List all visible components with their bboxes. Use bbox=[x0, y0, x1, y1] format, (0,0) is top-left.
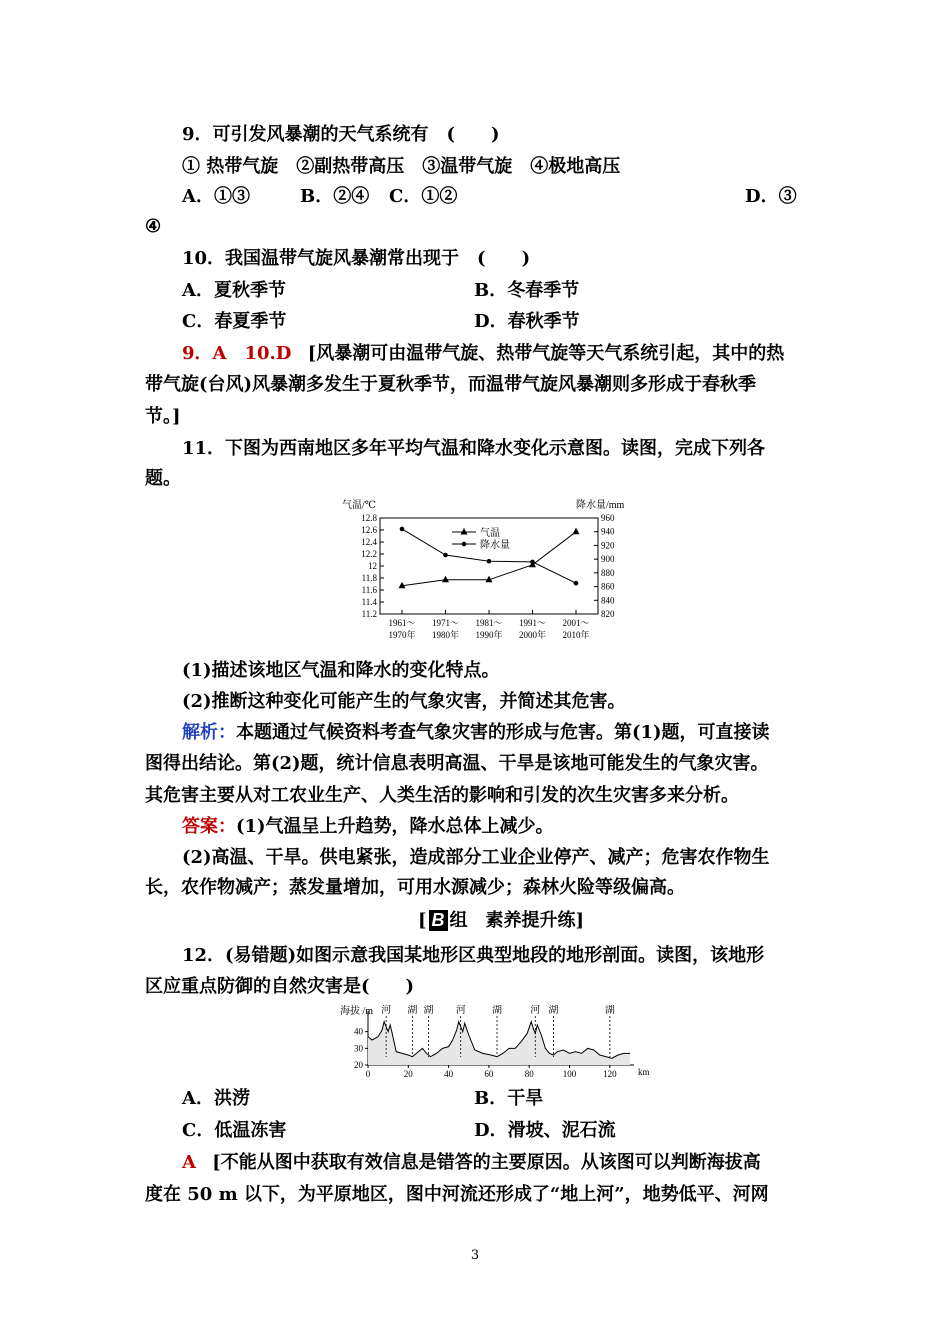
feature-label: 河 bbox=[530, 1005, 541, 1016]
section-b-banner: [ B 组 素养提升练] bbox=[418, 910, 585, 931]
q9-option-d-cont: ④ bbox=[145, 216, 162, 237]
x-tick-label: 1981～ bbox=[475, 618, 503, 628]
q9-option-b: B．②④ bbox=[300, 186, 370, 207]
q12-answer bbox=[182, 1152, 761, 1174]
y-left-tick-label: 12.4 bbox=[361, 537, 377, 547]
q12-option-a: A．洪涝 bbox=[182, 1088, 250, 1109]
precipitation-point bbox=[487, 559, 492, 564]
feature-label: 湖 bbox=[491, 1005, 502, 1016]
answer-line3: 长，农作物减产；蒸发量增加，可用水源减少；森林火险等级偏高。 bbox=[145, 877, 685, 898]
section-b-letter: B bbox=[429, 910, 448, 931]
terrain-profile-chart bbox=[340, 1005, 650, 1077]
answer-9-10-line3: 节。] bbox=[145, 406, 181, 427]
precipitation-point bbox=[574, 581, 579, 586]
answer-9-10-line1: [风暴潮可由温带气旋、热带气旋等天气系统引起，其中的热 bbox=[307, 343, 785, 364]
q10-option-a: A．夏秋季节 bbox=[182, 280, 286, 301]
answer-line1: (1)气温呈上升趋势，降水总体上减少。 bbox=[236, 816, 554, 837]
y-tick-label: 40 bbox=[354, 1026, 363, 1037]
x-tick-label: 80 bbox=[524, 1069, 534, 1077]
x-tick-label: 60 bbox=[484, 1069, 494, 1077]
y-left-tick-label: 12.6 bbox=[361, 525, 377, 535]
x-tick-label: 120 bbox=[603, 1069, 617, 1077]
feature-label: 湖 bbox=[548, 1005, 559, 1016]
q12-option-d: D．滑坡、泥石流 bbox=[474, 1120, 616, 1141]
precipitation-point bbox=[400, 527, 405, 532]
q12-answer-label: A bbox=[182, 1152, 196, 1173]
q12-answer-line2: 度在 50 m 以下，为平原地区，图中河流还形成了“地上河”，地势低平、河网 bbox=[145, 1184, 769, 1205]
answer-9-10 bbox=[182, 343, 784, 365]
y-right-tick-label: 940 bbox=[601, 526, 615, 537]
q9-option-a: A．①③ bbox=[182, 186, 250, 207]
q9-option-d: D．③ bbox=[745, 186, 797, 207]
y-right-tick-label: 920 bbox=[601, 540, 615, 551]
q11-analysis bbox=[182, 722, 770, 744]
y-left-tick-label: 11.4 bbox=[361, 597, 377, 607]
analysis-label: 解析： bbox=[182, 722, 236, 743]
y-axis-right-label: 降水量/mm bbox=[576, 500, 625, 511]
analysis-line1: 本题通过气候资料考查气象灾害的形成与危害。第(1)题，可直接读 bbox=[236, 722, 770, 743]
precipitation-point bbox=[443, 553, 448, 558]
y-left-tick-label: 12.2 bbox=[361, 549, 377, 559]
answer-9-10-label: 9．A 10.D bbox=[182, 343, 292, 364]
q12-option-c: C．低温冻害 bbox=[182, 1120, 287, 1141]
q12-answer-line1: [不能从图中获取有效信息是错答的主要原因。从该图可以判断海拔高 bbox=[212, 1152, 761, 1173]
q11-sub1: (1)描述该地区气温和降水的变化特点。 bbox=[182, 660, 500, 681]
temperature-point bbox=[573, 528, 580, 535]
temperature-point bbox=[442, 576, 449, 583]
y-left-tick-label: 11.6 bbox=[361, 585, 377, 595]
x-tick-label: 1990年 bbox=[475, 630, 503, 640]
y-left-tick-label: 11.2 bbox=[361, 609, 377, 619]
analysis-line2: 图得出结论。第(2)题，统计信息表明高温、干旱是该地可能发生的气象灾害。 bbox=[145, 753, 769, 774]
x-tick-label: 100 bbox=[562, 1069, 577, 1077]
y-right-tick-label: 900 bbox=[601, 554, 615, 565]
q11-answer bbox=[182, 816, 554, 838]
y-axis-left-label: 气温/℃ bbox=[342, 500, 376, 511]
answer-label: 答案： bbox=[182, 816, 236, 837]
legend-marker bbox=[462, 542, 467, 547]
x-tick-label: 2001～ bbox=[562, 618, 590, 628]
y-left-tick-label: 12.8 bbox=[361, 513, 377, 523]
q10-option-c: C．春夏季节 bbox=[182, 311, 287, 332]
legend-label: 气温 bbox=[480, 528, 500, 539]
y-tick-label: 30 bbox=[354, 1043, 363, 1054]
q10-stem: 10．我国温带气旋风暴潮常出现于 ( ) bbox=[182, 248, 531, 269]
y-right-tick-label: 840 bbox=[601, 595, 615, 606]
y-right-tick-label: 820 bbox=[601, 609, 615, 619]
q10-option-b: B．冬春季节 bbox=[474, 280, 580, 301]
x-tick-label: 1970年 bbox=[388, 630, 416, 640]
y-right-tick-label: 860 bbox=[601, 581, 615, 592]
climate-line-chart bbox=[340, 496, 640, 642]
q9-stem: 9．可引发风暴潮的天气系统有 ( ) bbox=[182, 124, 500, 145]
feature-label: 湖 bbox=[423, 1005, 434, 1016]
page-number: 3 bbox=[470, 1248, 480, 1263]
y-right-tick-label: 880 bbox=[601, 567, 615, 578]
feature-label: 湖 bbox=[407, 1005, 418, 1016]
q12-option-b: B．干旱 bbox=[474, 1088, 544, 1109]
legend-label: 降水量 bbox=[480, 540, 510, 551]
answer-line2: (2)高温、干旱。供电紧张，造成部分工业企业停产、减产；危害农作物生 bbox=[182, 847, 770, 868]
q10-option-d: D．春秋季节 bbox=[474, 311, 580, 332]
y-tick-label: 20 bbox=[354, 1060, 363, 1070]
terrain-fill bbox=[368, 1022, 630, 1065]
q11-stem-line2: 题。 bbox=[145, 468, 181, 489]
section-b-title: 组 素养提升练 bbox=[449, 910, 576, 931]
analysis-line3: 其危害主要从对工农业生产、人类生活的影响和引发的次生灾害多来分析。 bbox=[145, 785, 739, 806]
q12-stem-line2: 区应重点防御的自然灾害是( ) bbox=[145, 976, 415, 997]
x-tick-label: 2000年 bbox=[518, 630, 547, 640]
x-tick-label: 0 bbox=[365, 1069, 371, 1077]
x-tick-label: 40 bbox=[444, 1069, 454, 1077]
y-axis-label: 海拔 /m bbox=[340, 1006, 374, 1017]
x-tick-label: 1971～ bbox=[431, 618, 460, 628]
x-tick-label: 20 bbox=[403, 1069, 413, 1077]
answer-9-10-line2: 带气旋(台风)风暴潮多发生于夏秋季节，而温带气旋风暴潮则多形成于春秋季 bbox=[145, 374, 757, 395]
x-tick-label: 2010年 bbox=[562, 630, 590, 640]
q11-sub2: (2)推断这种变化可能产生的气象灾害，并简述其危害。 bbox=[182, 691, 626, 712]
x-tick-label: 1991～ bbox=[518, 618, 547, 628]
feature-label: 河 bbox=[455, 1005, 466, 1016]
x-axis-unit: km bbox=[638, 1067, 650, 1077]
legend-marker bbox=[461, 528, 468, 535]
feature-label: 湖 bbox=[604, 1005, 615, 1016]
q12-stem-line1: 12．(易错题)如图示意我国某地形区典型地段的地形剖面。读图，该地形 bbox=[182, 945, 765, 966]
precipitation-point bbox=[530, 560, 535, 565]
x-tick-label: 1961～ bbox=[388, 618, 416, 628]
q9-option-c: C．①② bbox=[389, 186, 458, 207]
q11-stem-line1: 11．下图为西南地区多年平均气温和降水变化示意图。读图，完成下列各 bbox=[182, 438, 766, 459]
feature-label: 河 bbox=[381, 1005, 392, 1016]
q9-options: ① 热带气旋 ②副热带高压 ③温带气旋 ④极地高压 bbox=[182, 156, 621, 177]
x-tick-label: 1980年 bbox=[431, 630, 460, 640]
y-right-tick-label: 960 bbox=[601, 513, 615, 523]
y-left-tick-label: 11.8 bbox=[361, 573, 377, 583]
y-left-tick-label: 12 bbox=[368, 561, 377, 571]
